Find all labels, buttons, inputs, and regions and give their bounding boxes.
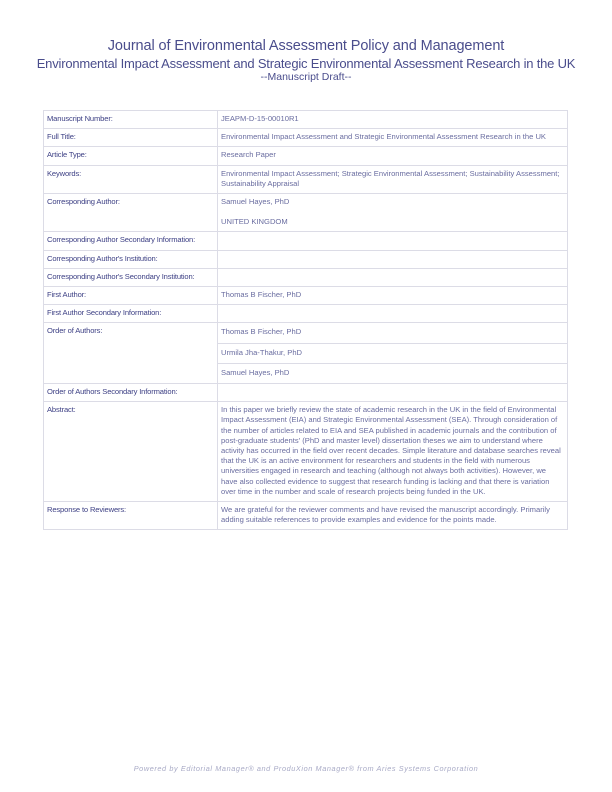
keywords-label: Keywords: xyxy=(44,165,218,193)
journal-title: Journal of Environmental Assessment Policy and Management xyxy=(107,38,505,54)
article-type-value: Research Paper xyxy=(218,147,568,165)
author-entry: Samuel Hayes, PhD xyxy=(218,363,568,383)
corresponding-author-secondary-label: Corresponding Author Secondary Information: xyxy=(44,232,218,250)
author-entry: Urmila Jha-Thakur, PhD xyxy=(218,343,568,363)
corresponding-author-name: Samuel Hayes, PhD xyxy=(221,197,290,207)
table-row xyxy=(44,323,568,343)
table-row xyxy=(44,194,568,232)
paper-title: Environmental Impact Assessment and Strategic Environmental Assessment Research in the UK xyxy=(36,56,576,71)
manuscript-number-value: JEAPM-D-15-00010R1 xyxy=(218,111,568,129)
table-row xyxy=(44,232,568,250)
manuscript-draft-label: --Manuscript Draft-- xyxy=(260,70,352,83)
first-author-secondary-label: First Author Secondary Information: xyxy=(44,305,218,323)
table-row xyxy=(44,165,568,193)
table-row xyxy=(44,268,568,286)
table-row xyxy=(44,402,568,502)
table-row xyxy=(44,129,568,147)
order-of-authors-secondary-value xyxy=(218,384,568,402)
table-row xyxy=(44,147,568,165)
table-row xyxy=(44,111,568,129)
corresponding-author-institution-label: Corresponding Author's Institution: xyxy=(44,250,218,268)
first-author-label: First Author: xyxy=(44,287,218,305)
table-row xyxy=(44,384,568,402)
manuscript-details-table xyxy=(43,110,568,530)
first-author-value: Thomas B Fischer, PhD xyxy=(218,287,568,305)
table-row xyxy=(44,305,568,323)
powered-by-footer: Powered by Editorial Manager® and ProduXion Manager® from Aries Systems Corporation xyxy=(133,764,479,773)
article-type-label: Article Type: xyxy=(44,147,218,165)
corresponding-author-secondary-institution-value xyxy=(218,268,568,286)
full-title-value: Environmental Impact Assessment and Strategic Environmental Assessment Research in the UK xyxy=(218,129,568,147)
table-row xyxy=(44,287,568,305)
abstract-label: Abstract: xyxy=(44,402,218,502)
full-title-label: Full Title: xyxy=(44,129,218,147)
response-to-reviewers-label: Response to Reviewers: xyxy=(44,502,218,530)
corresponding-author-secondary-value xyxy=(218,232,568,250)
corresponding-author-label: Corresponding Author: xyxy=(44,194,218,232)
corresponding-author-institution-value xyxy=(218,250,568,268)
corresponding-author-country: UNITED KINGDOM xyxy=(221,217,288,227)
table-row xyxy=(44,250,568,268)
author-entry: Thomas B Fischer, PhD xyxy=(218,323,568,343)
order-of-authors-label: Order of Authors: xyxy=(44,323,218,384)
order-of-authors-secondary-label: Order of Authors Secondary Information: xyxy=(44,384,218,402)
document-header xyxy=(0,38,612,84)
keywords-value: Environmental Impact Assessment; Strategic Environmental Assessment; Sustainability Assessment; Sustainability Appraisal xyxy=(218,165,568,193)
corresponding-author-secondary-institution-label: Corresponding Author's Secondary Institution: xyxy=(44,268,218,286)
corresponding-author-value xyxy=(218,194,568,232)
manuscript-number-label: Manuscript Number: xyxy=(44,111,218,129)
abstract-value: In this paper we briefly review the state of academic research in the UK in the field of Environmental Impact Assessment (EIA) and Strategic Environmental Assessment (SEA). Through consideration of the number of articles related to EIA and SEA published in academic journals and the contribution of post-graduate students' (PhD and master level) dissertation theses we aim to understand where activity has occurred in the field over recent decades. Simple literature and database searches reveal that the UK is an active environment for researchers and students in the field with numerous universities engaged in research and teaching (although not always both activities). However, we have also collected evidence to suggest that research funding is lacking and that there is variation over time in the number and scale of research projects being funded in the UK. xyxy=(218,402,568,502)
first-author-secondary-value xyxy=(218,305,568,323)
response-to-reviewers-value: We are grateful for the reviewer comments and have revised the manuscript accordingly. Primarily adding suitable references to provide examples and evidence for the points made. xyxy=(218,502,568,530)
table-row xyxy=(44,502,568,530)
